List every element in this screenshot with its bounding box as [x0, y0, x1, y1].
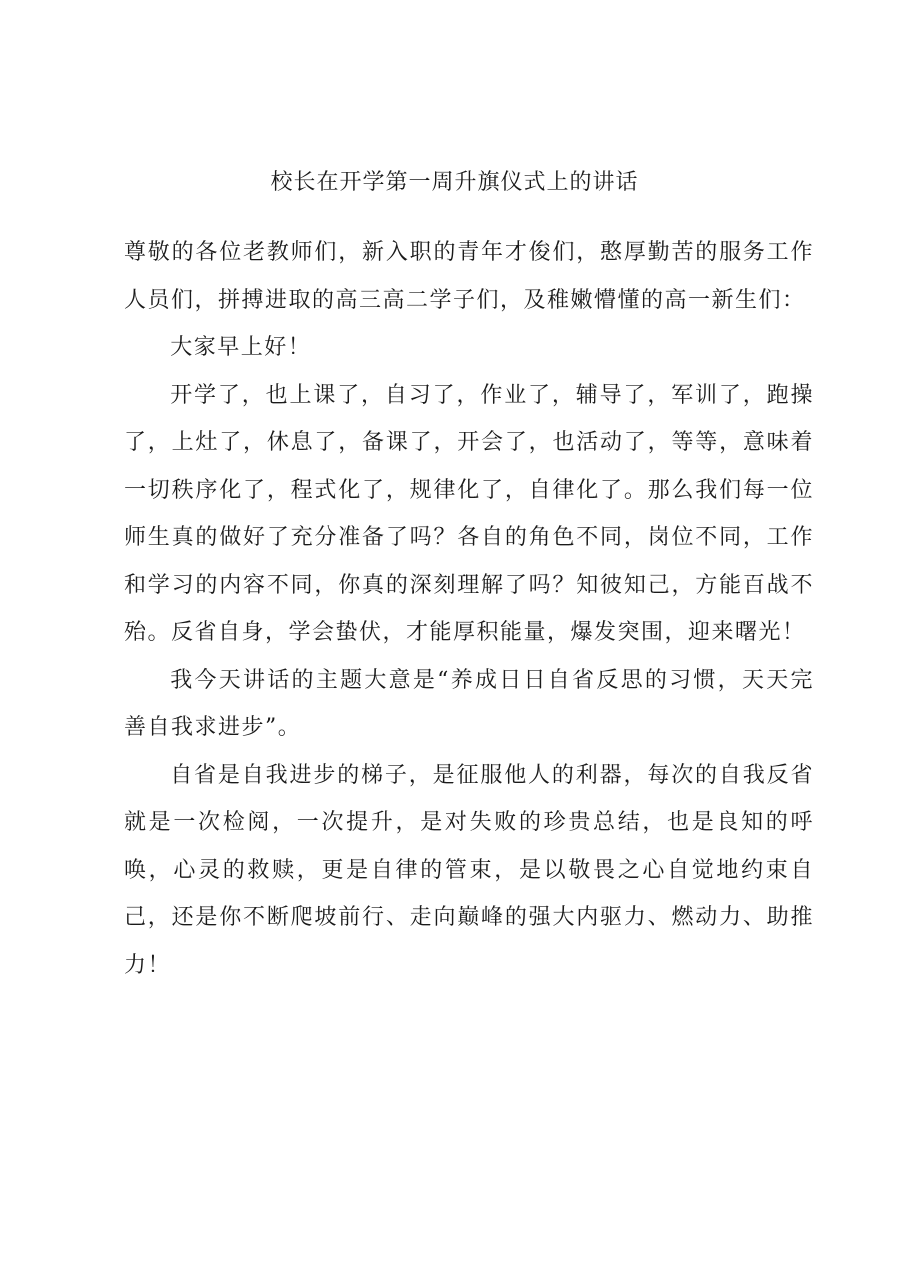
salutation-paragraph: 尊敬的各位老教师们，新入职的青年才俊们，憨厚勤苦的服务工作人员们，拼搏进取的高三高二学子们，及稚嫩懵懂的高一新生们：: [124, 240, 814, 313]
body-paragraph: 自省是自我进步的梯子，是征服他人的利器，每次的自我反省就是一次检阅，一次提升，是对失败的珍贵总结，也是良知的呼唤，心灵的救赎，更是自律的管束，是以敬畏之心自觉地约束自己，还是你不断爬坡前行、走向巅峰的强大内驱力、燃动力、助推力！: [124, 762, 814, 978]
greeting-paragraph: 大家早上好！: [170, 335, 312, 360]
theme-paragraph: 我今天讲话的主题大意是“养成日日自省反思的习惯，天天完善自我求进步”。: [124, 667, 814, 740]
document-body: [124, 229, 814, 989]
body-paragraph: 开学了，也上课了，自习了，作业了，辅导了，军训了，跑操了，上灶了，休息了，备课了，开会了，也活动了，等等，意味着一切秩序化了，程式化了，规律化了，自律化了。那么我们每一位师生真的做好了充分准备了吗？各自的角色不同，岗位不同，工作和学习的内容不同，你真的深刻理解了吗？知彼知己，方能百战不殆。反省自身，学会蛰伏，才能厚积能量，爆发突围，迎来曙光！: [124, 382, 814, 645]
document-title: 校长在开学第一周升旗仪式上的讲话: [270, 170, 639, 195]
